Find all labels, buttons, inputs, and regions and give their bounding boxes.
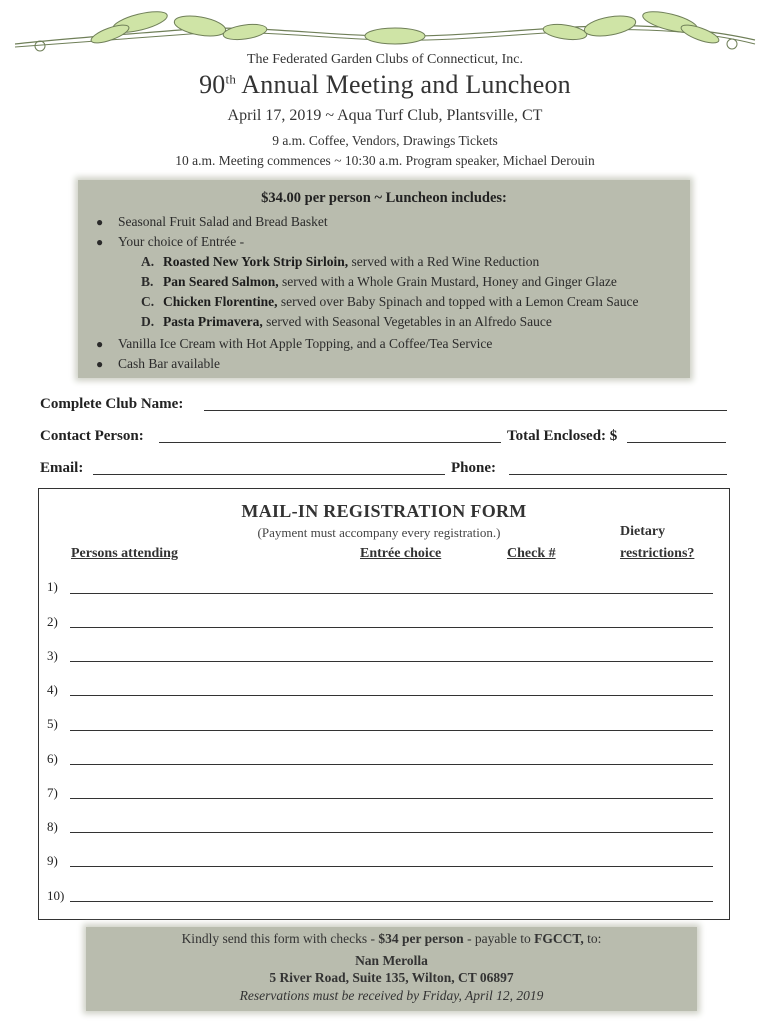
email-label: Email: xyxy=(40,460,84,476)
menu-item-label: Cash Bar available xyxy=(118,356,220,371)
row-number: 9) xyxy=(47,853,58,868)
attendee-line-1[interactable] xyxy=(70,593,713,594)
mailing-payee: FGCCT, xyxy=(534,931,584,946)
choice-letter: D. xyxy=(141,314,155,329)
page-title xyxy=(0,70,770,100)
attendee-line-2[interactable] xyxy=(70,627,713,628)
registration-title: MAIL-IN REGISTRATION FORM xyxy=(241,501,527,521)
menu-item-label: Seasonal Fruit Salad and Bread Basket xyxy=(118,214,328,229)
choice-letter: B. xyxy=(141,274,154,289)
contact-person-label: Contact Person: xyxy=(40,428,144,444)
schedule-line-2: 10 a.m. Meeting commences ~ 10:30 a.m. Program speaker, Michael Derouin xyxy=(175,153,595,168)
persons-attending-header: Persons attending xyxy=(71,546,178,561)
bullet-icon: ● xyxy=(96,357,104,371)
row-number: 3) xyxy=(47,648,58,663)
choice-description: served with Seasonal Vegetables in an Alfredo Sauce xyxy=(262,314,552,329)
ribbon-decoration xyxy=(10,4,760,54)
schedule-line-1: 9 a.m. Coffee, Vendors, Drawings Tickets xyxy=(272,133,498,148)
registration-form-box xyxy=(38,488,730,920)
bullet-icon: ● xyxy=(96,337,104,351)
attendee-line-5[interactable] xyxy=(70,730,713,731)
bullet-icon: ● xyxy=(96,215,104,229)
row-number: 8) xyxy=(47,819,58,834)
entree-choice-a xyxy=(141,254,539,270)
mailing-instructions-panel xyxy=(86,927,697,1011)
choice-name: Pan Seared Salmon, xyxy=(163,274,279,289)
reservation-deadline: Reservations must be received by Friday, April 12, 2019 xyxy=(239,988,544,1003)
total-enclosed-field[interactable] xyxy=(627,442,726,443)
bullet-icon: ● xyxy=(96,235,104,249)
menu-item-label: Your choice of Entrée - xyxy=(118,234,245,249)
mailing-text: - payable to xyxy=(463,931,535,946)
menu-item-label: Vanilla Ice Cream with Hot Apple Topping, and a Coffee/Tea Service xyxy=(118,336,493,351)
contact-person-field[interactable] xyxy=(159,442,501,443)
mailing-text: Kindly send this form with checks - xyxy=(181,931,379,946)
row-number: 1) xyxy=(47,579,58,594)
choice-description: served with a Red Wine Reduction xyxy=(348,254,540,269)
total-enclosed-label: Total Enclosed: $ xyxy=(507,428,618,444)
row-number: 10) xyxy=(47,888,65,903)
choice-name: Pasta Primavera, xyxy=(163,314,263,329)
title-text: Annual Meeting and Luncheon xyxy=(236,70,571,99)
mailing-instructions xyxy=(86,931,697,947)
attendee-line-4[interactable] xyxy=(70,695,713,696)
date-venue: April 17, 2019 ~ Aqua Turf Club, Plantsville, CT xyxy=(227,107,543,124)
mailing-price: $34 per person xyxy=(378,931,464,946)
entree-choice-c xyxy=(141,294,639,310)
entree-choice-d xyxy=(141,314,552,330)
phone-field[interactable] xyxy=(509,474,727,475)
dietary-header: restrictions? xyxy=(620,546,695,561)
choice-letter: A. xyxy=(141,254,155,269)
entree-choice-header: Entrée choice xyxy=(360,546,442,561)
row-number: 7) xyxy=(47,785,58,800)
title-number: 90 xyxy=(199,70,226,99)
club-name-label: Complete Club Name: xyxy=(40,396,184,412)
choice-name: Chicken Florentine, xyxy=(163,294,278,309)
check-number-header: Check # xyxy=(507,546,556,561)
luncheon-menu-panel xyxy=(78,180,690,378)
attendee-line-8[interactable] xyxy=(70,832,713,833)
row-number: 2) xyxy=(47,614,58,629)
attendee-line-3[interactable] xyxy=(70,661,713,662)
menu-heading: $34.00 per person ~ Luncheon includes: xyxy=(261,190,507,206)
attendee-line-9[interactable] xyxy=(70,866,713,867)
row-number: 5) xyxy=(47,716,58,731)
row-number: 4) xyxy=(47,682,58,697)
mailing-text: to: xyxy=(583,931,602,946)
phone-label: Phone: xyxy=(451,460,496,476)
entree-choice-b xyxy=(141,274,617,290)
recipient-address: 5 River Road, Suite 135, Wilton, CT 06897 xyxy=(269,970,514,985)
club-name-field[interactable] xyxy=(204,410,727,411)
attendee-line-6[interactable] xyxy=(70,764,713,765)
attendee-line-10[interactable] xyxy=(70,901,713,902)
choice-description: served over Baby Spinach and topped with a Lemon Cream Sauce xyxy=(277,294,639,309)
row-number: 6) xyxy=(47,751,58,766)
recipient-name: Nan Merolla xyxy=(355,953,428,968)
choice-letter: C. xyxy=(141,294,155,309)
registration-subtitle: (Payment must accompany every registration.) xyxy=(257,525,501,540)
choice-description: served with a Whole Grain Mustard, Honey and Ginger Glaze xyxy=(278,274,617,289)
title-suffix: th xyxy=(225,71,237,87)
attendee-line-7[interactable] xyxy=(70,798,713,799)
organization-name: The Federated Garden Clubs of Connecticut, Inc. xyxy=(246,52,524,67)
dietary-header-top: Dietary xyxy=(620,524,666,539)
choice-name: Roasted New York Strip Sirloin, xyxy=(163,254,349,269)
email-field[interactable] xyxy=(93,474,445,475)
